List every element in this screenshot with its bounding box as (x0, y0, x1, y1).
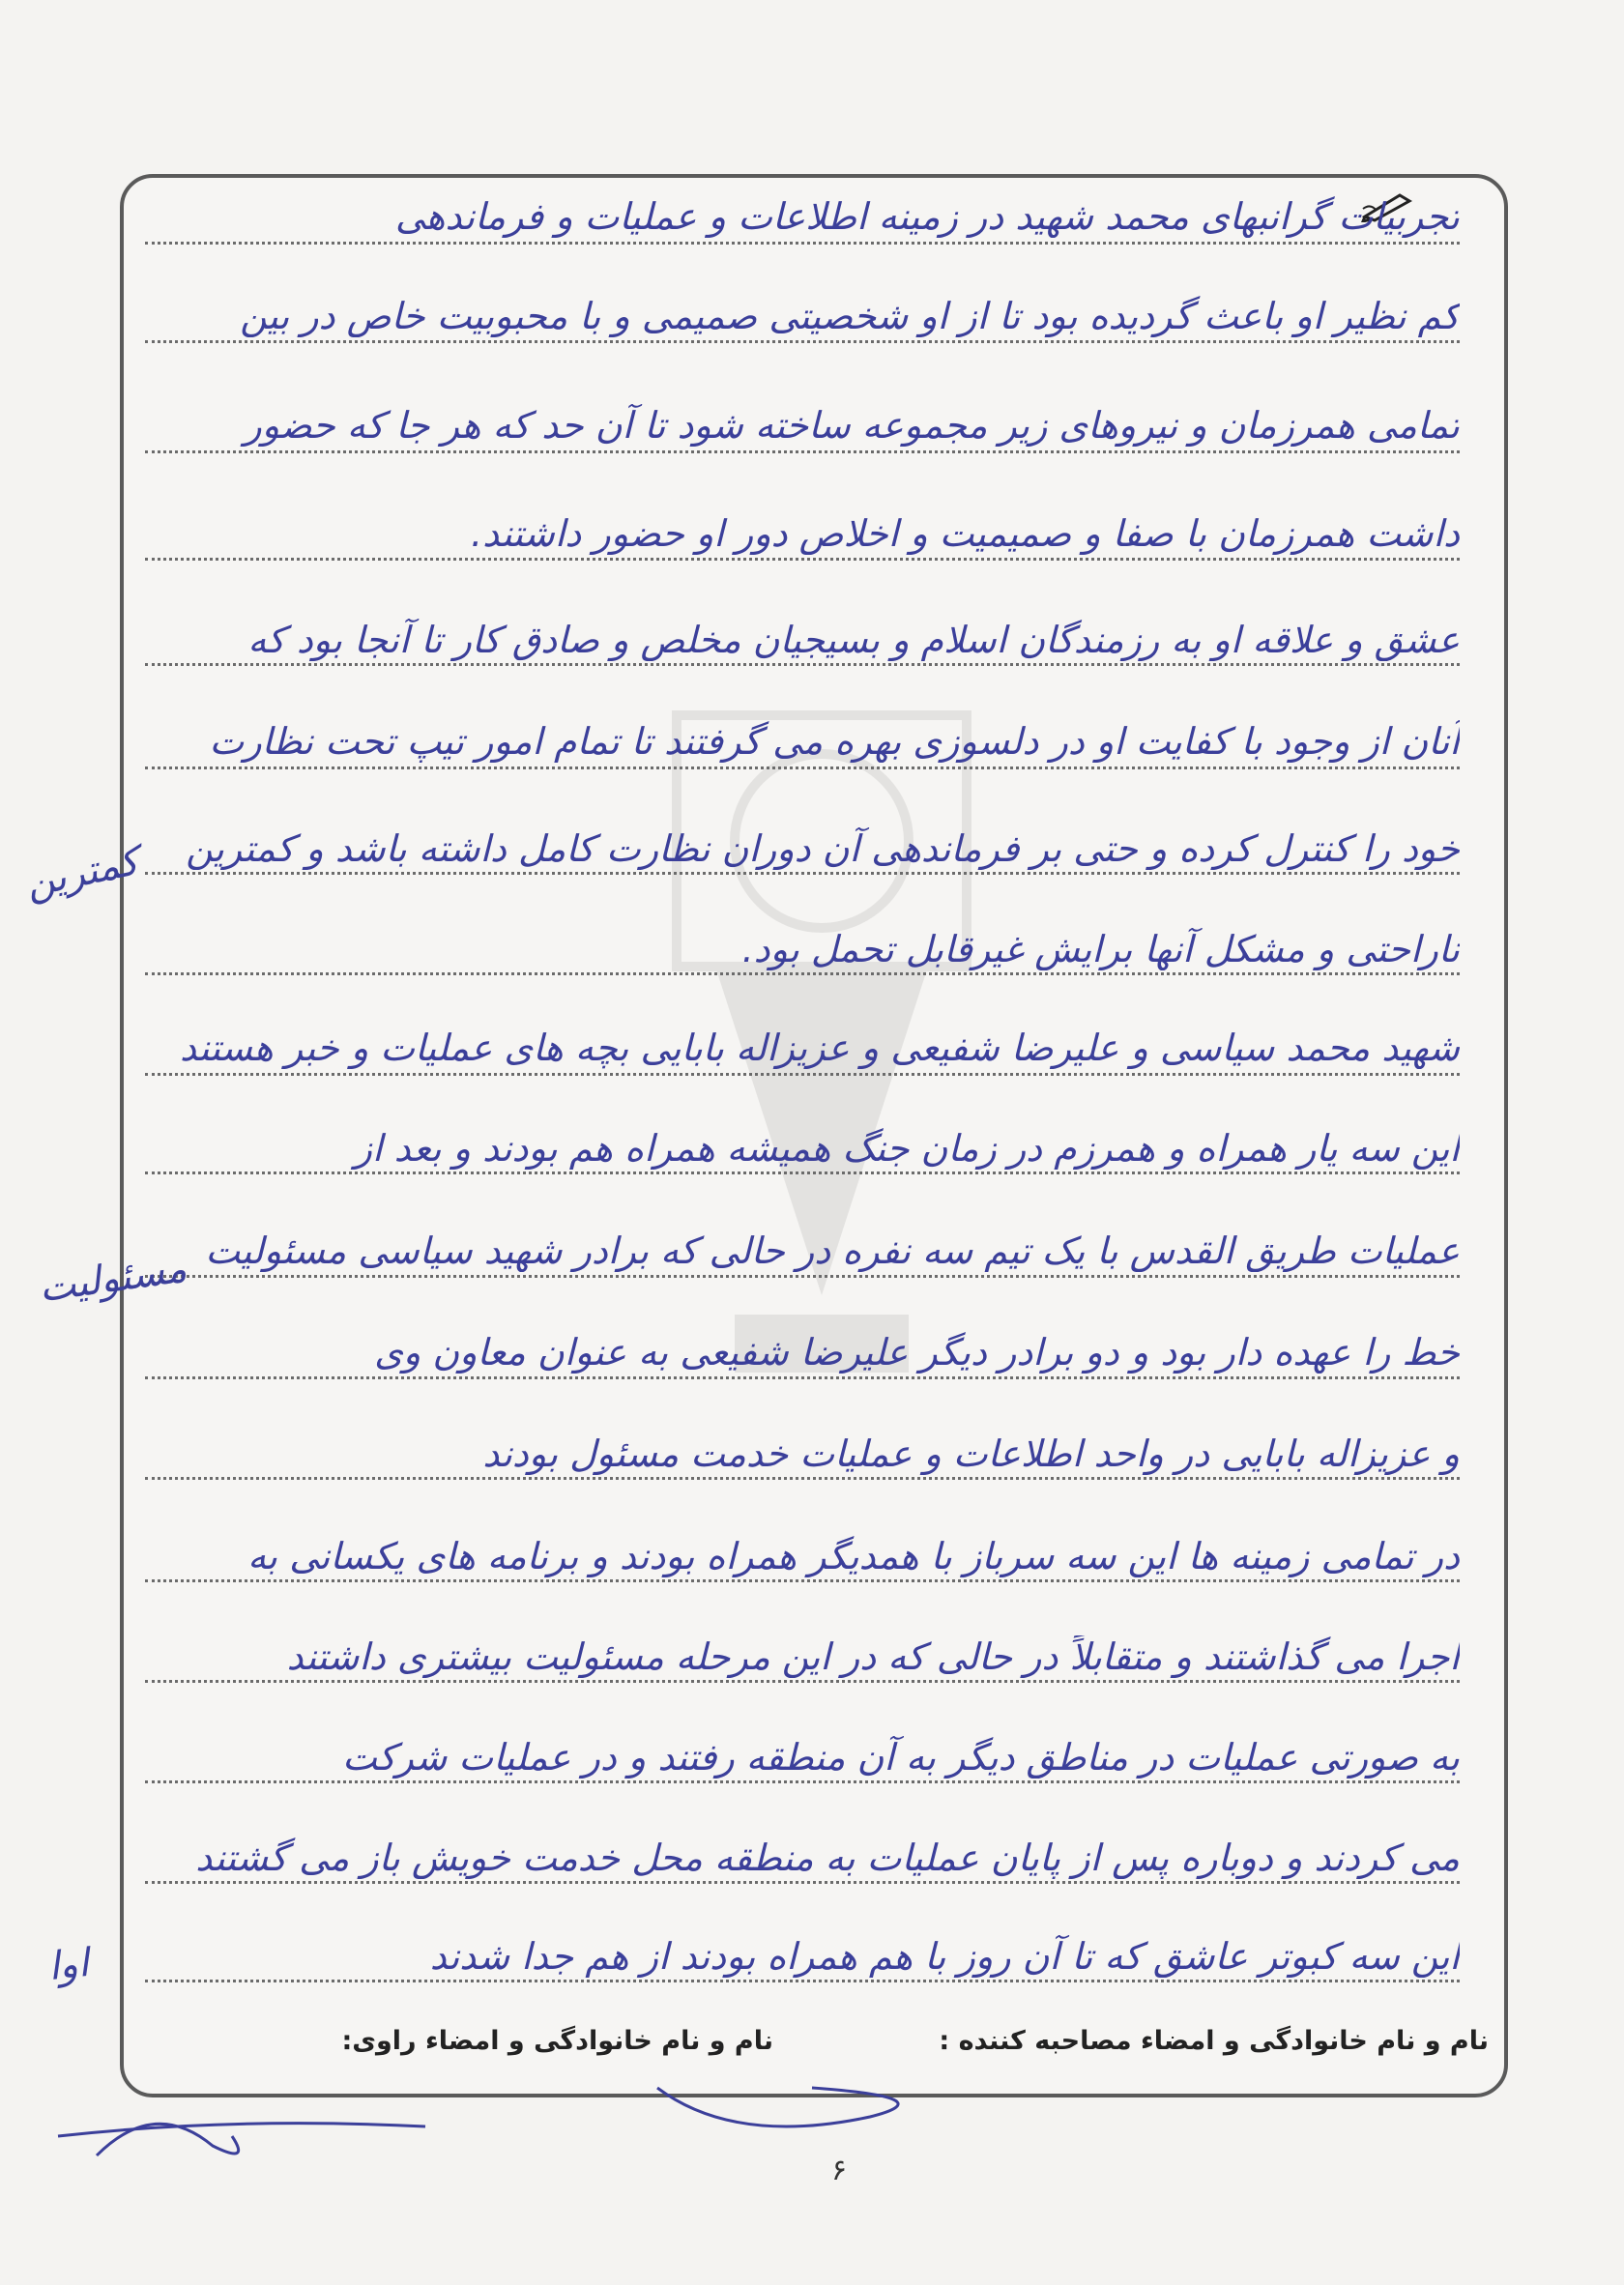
handwritten-line: شهید محمد سیاسی و علیرضا شفیعی و عزیزاله بابایی بچه های عملیات و خبر هستند (179, 1027, 1460, 1069)
dotted-rule (145, 972, 1460, 975)
dotted-rule (145, 1073, 1460, 1076)
handwritten-line: تجربیات گرانبهای محمد شهید در زمینه اطلاعات و عملیات و فرماندهی (394, 195, 1460, 238)
dotted-rule (145, 1680, 1460, 1683)
handwritten-line: تمامی همرزمان و نیروهای زیر مجموعه ساخته شود تا آن حد که هر جا که حضور (244, 404, 1460, 447)
handwritten-line: عملیات طریق القدس با یک تیم سه نفره در حالی که برادر شهید سیاسی مسئولیت (205, 1229, 1460, 1272)
dotted-rule (145, 663, 1460, 666)
dotted-rule (145, 766, 1460, 769)
margin-note: مسئولیت (36, 1246, 189, 1312)
handwritten-line: ناراحتی و مشکل آنها برایش غیرقابل تحمل بود. (741, 928, 1460, 970)
handwritten-line: آنان از وجود با کفایت او در دلسوزی بهره می گرفتند تا تمام امور تیپ تحت نظارت (209, 720, 1460, 763)
page-number: ۶ (831, 2154, 848, 2187)
handwritten-line: این سه یار همراه و همرزم در زمان جنگ همیشه همراه هم بودند و بعد از (354, 1127, 1460, 1170)
handwritten-line: و عزیزاله بابایی در واحد اطلاعات و عملیات خدمت مسئول بودند (482, 1432, 1460, 1475)
dotted-rule (145, 450, 1460, 453)
handwritten-line: به صورتی عملیات در مناطق دیگر به آن منطقه رفتند و در عملیات شرکت (342, 1736, 1460, 1779)
handwritten-line: کم نظیر او باعث گردیده بود تا از او شخصیتی صمیمی و با محبوبیت خاص در بین (240, 295, 1460, 337)
narrator-signature-label: نام و نام خانوادگی و امضاء راوی: (341, 2026, 773, 2056)
handwritten-line: خط را عهده دار بود و دو برادر دیگر علیرضا شفیعی به عنوان معاون وی (374, 1331, 1460, 1374)
signature-strokes (39, 2078, 1005, 2213)
handwritten-line: خود را کنترل کرده و حتی بر فرماندهی آن دوران نظارت کامل داشته باشد و کمترین (186, 827, 1460, 870)
dotted-rule (145, 1579, 1460, 1582)
dotted-rule (145, 1780, 1460, 1783)
dotted-rule (145, 1980, 1460, 1982)
interviewer-signature-label: نام و نام خانوادگی و امضاء مصاحبه کننده : (939, 2026, 1489, 2056)
margin-note: کمترین (21, 839, 143, 907)
handwritten-line: در تمامی زمینه ها این سه سرباز با همدیگر همراه بودند و برنامه های یکسانی به (247, 1535, 1460, 1577)
dotted-rule (145, 340, 1460, 343)
dotted-rule (145, 1376, 1460, 1379)
dotted-rule (145, 1171, 1460, 1174)
dotted-rule (145, 1275, 1460, 1278)
handwritten-line: این سه کبوتر عاشق که تا آن روز با هم همراه بودند از هم جدا شدند (429, 1935, 1460, 1978)
dotted-rule (145, 242, 1460, 245)
dotted-rule (145, 872, 1460, 875)
dotted-rule (145, 1477, 1460, 1480)
handwritten-line: عشق و علاقه او به رزمندگان اسلام و بسیجیان مخلص و صادق کار تا آنجا بود که (247, 619, 1460, 661)
handwritten-line: می کردند و دوباره پس از پایان عملیات به منطقه محل خدمت خویش باز می گشتند (195, 1837, 1460, 1879)
margin-note: اوا (45, 1940, 91, 1990)
handwritten-line: اجرا می گذاشتند و متقابلاً در حالی که در این مرحله مسئولیت بیشتری داشتند (286, 1635, 1460, 1678)
dotted-rule (145, 558, 1460, 561)
handwritten-lines (145, 0, 1460, 2285)
handwritten-line: داشت همرزمان با صفا و صمیمیت و اخلاص دور او حضور داشتند. (471, 512, 1460, 555)
dotted-rule (145, 1881, 1460, 1884)
